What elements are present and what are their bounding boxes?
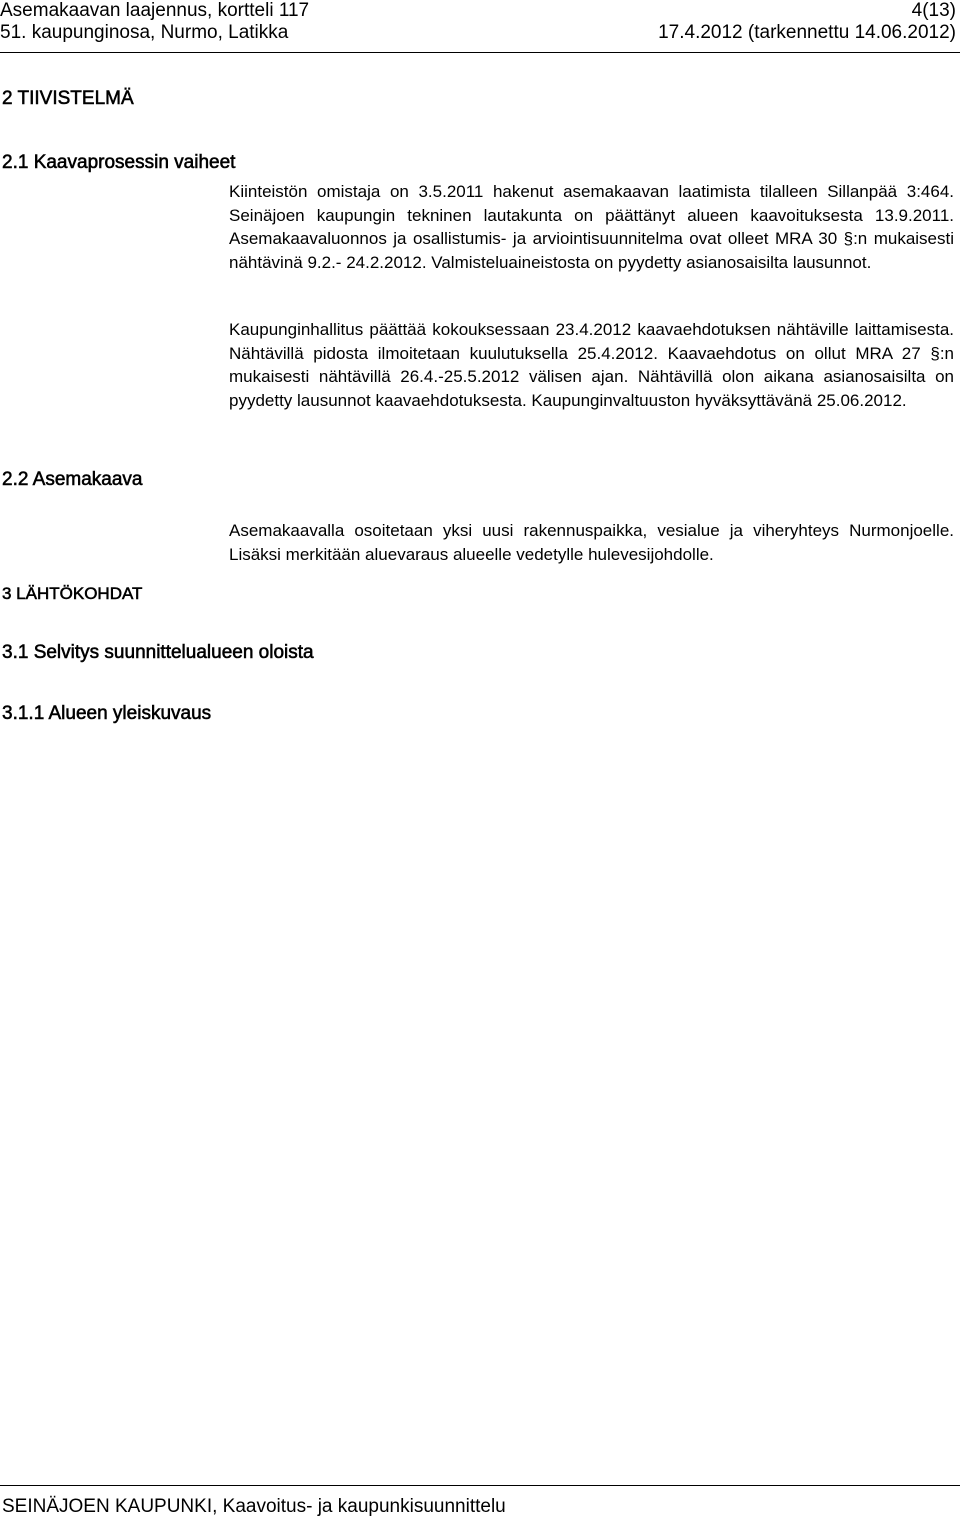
paragraph-local-plan: Asemakaavalla osoitetaan yksi uusi rakennuspaikka, vesialue ja viheryhteys Nurmonjoelle. Lisäksi merkitään aluevaraus alueelle vedetylle hulevesijohdolle. xyxy=(229,521,954,564)
heading-local-plan: 2.2 Asemakaava xyxy=(2,469,143,490)
footer-text: SEINÄJOEN KAUPUNKI, Kaavoitus- ja kaupunkisuunnittelu xyxy=(2,1496,506,1517)
heading-area-survey: 3.1 Selvitys suunnittelualueen oloista xyxy=(2,642,314,663)
paragraph-process-proposal: Kaupunginhallitus päättää kokouksessaan 23.4.2012 kaavaehdotuksen nähtäville laittamisesta. Nähtävillä pidosta ilmoitetaan kuulutuksella 25.4.2012. Kaavaehdotus on ollut MRA 27 §:n mukaisesti nähtävillä 26.4.-25.5.2012 välisen ajan. Nähtävillä olon aikana asianosaisilta on pyydetty lausunnot kaavaehdotuksesta. Kaupunginvaltuuston hyväksyttävänä 25.06.2012. xyxy=(229,320,954,410)
header-rule xyxy=(0,52,960,53)
heading-plan-process: 2.1 Kaavaprosessin vaiheet xyxy=(2,152,236,173)
page-number: 4(13) xyxy=(911,0,956,21)
heading-starting-points: 3 LÄHTÖKOHDAT xyxy=(2,584,143,603)
footer-rule xyxy=(0,1485,960,1486)
document-location: 51. kaupunginosa, Nurmo, Latikka xyxy=(0,22,289,43)
paragraph-process-start: Kiinteistön omistaja on 3.5.2011 hakenut asemakaavan laatimista tilalleen Sillanpää 3:464. Seinäjoen kaupungin tekninen lautakunta on päättänyt alueen kaavoituksesta 13.9.2011. Asemakaavaluonnos ja osallistumis- ja arviointisuunnitelma ovat olleet MRA 30 §:n mukaisesti nähtävinä 9.2.- 24.2.2012. Valmisteluaineistosta on pyydetty asianosaisilta lausunnot. xyxy=(229,182,954,272)
document-date: 17.4.2012 (tarkennettu 14.06.2012) xyxy=(658,22,956,43)
heading-summary: 2 TIIVISTELMÄ xyxy=(2,88,134,109)
document-title: Asemakaavan laajennus, kortteli 117 xyxy=(0,0,310,21)
heading-area-overview: 3.1.1 Alueen yleiskuvaus xyxy=(2,703,212,724)
